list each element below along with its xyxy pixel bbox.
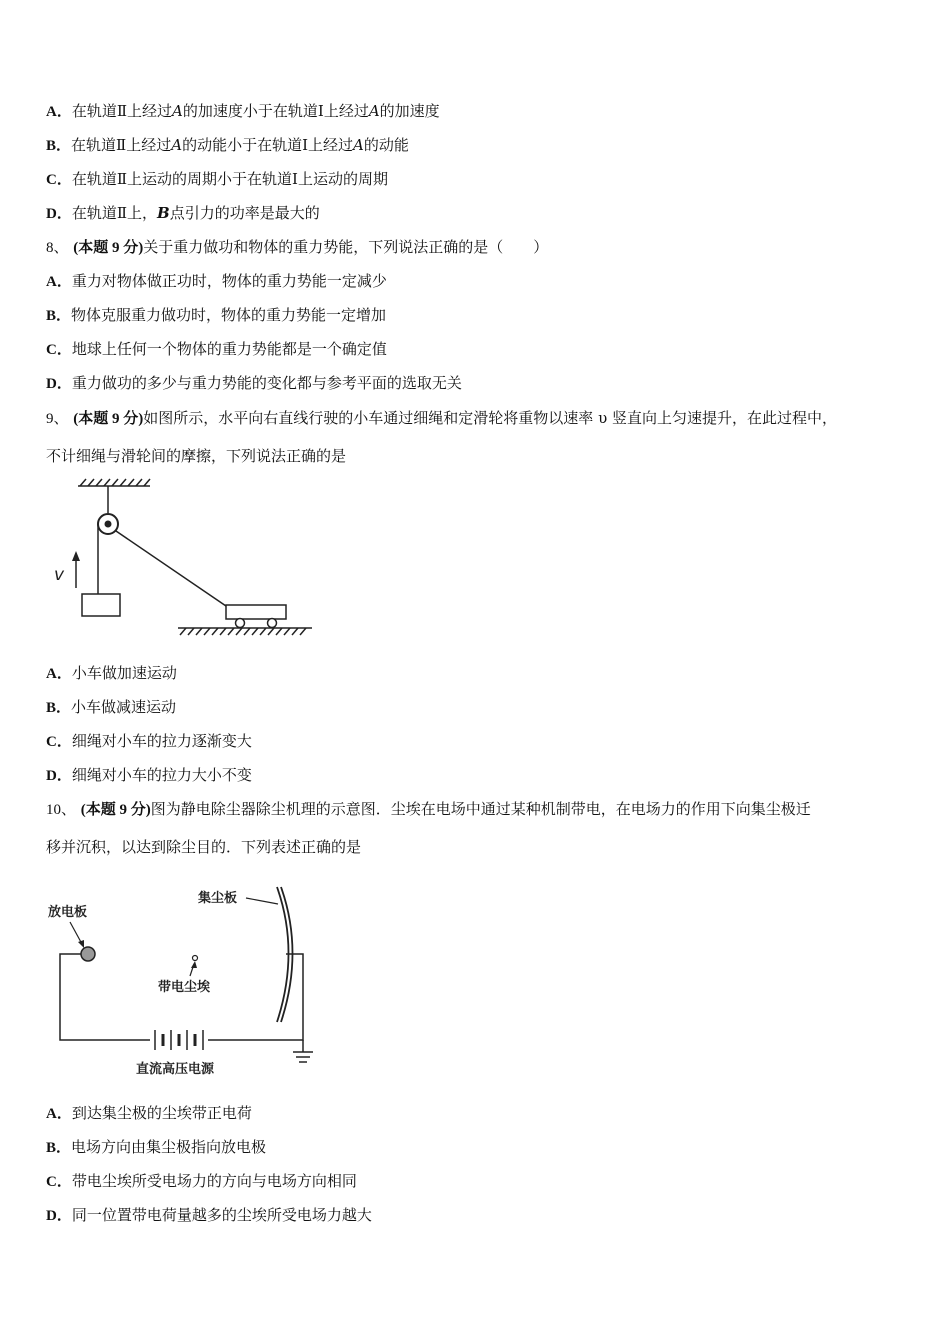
collector-label: 集尘板 [198, 891, 238, 906]
dust-label: 带电尘埃 [158, 980, 211, 995]
q10-stem-line1: 10、 (本题 9 分)图为静电除尘器除尘机理的示意图．尘埃在电场中通过某种机制带电，在电场力的作用下向集尘极迁 [46, 800, 811, 818]
ceiling [78, 479, 150, 486]
q8-stem: 8、 (本题 9 分)关于重力做功和物体的重力势能，下列说法正确的是（ ） [46, 238, 549, 256]
q7-option-c: C．在轨道Ⅱ上运动的周期小于在轨道Ⅰ上运动的周期 [46, 170, 388, 188]
cart [226, 605, 286, 628]
discharge-label: 放电板 [48, 905, 88, 920]
q7-option-b: B．在轨道Ⅱ上经过A的动能小于在轨道Ⅰ上经过A的动能 [46, 136, 409, 154]
power-source-label: 直流高压电源 [136, 1062, 215, 1077]
q9-option-c: C．细绳对小车的拉力逐渐变大 [46, 732, 252, 750]
pulley [98, 514, 118, 534]
ground [178, 628, 312, 635]
q8-option-c: C．地球上任何一个物体的重力势能都是一个确定值 [46, 340, 387, 358]
q9-pulley-figure [46, 478, 326, 643]
q9-stem-line1: 9、 (本题 9 分)如图所示，水平向右直线行驶的小车通过细绳和定滑轮将重物以速率 υ 竖直向上匀速提升，在此过程中， [46, 409, 837, 427]
q7-option-d: D．在轨道Ⅱ上，B点引力的功率是最大的 [46, 204, 320, 222]
velocity-arrow [72, 551, 80, 588]
q10-option-a: A．到达集尘极的尘埃带正电荷 [46, 1104, 252, 1122]
weight-block [82, 594, 120, 616]
q10-option-d: D．同一位置带电荷量越多的尘埃所受电场力越大 [46, 1206, 372, 1224]
q10-precipitator-figure [40, 882, 330, 1082]
q9-option-b: B．小车做减速运动 [46, 698, 177, 716]
q8-option-b: B．物体克服重力做功时，物体的重力势能一定增加 [46, 306, 387, 324]
q10-option-b: B．电场方向由集尘极指向放电极 [46, 1138, 267, 1156]
q8-option-d: D．重力做功的多少与重力势能的变化都与参考平面的选取无关 [46, 374, 462, 392]
rope-slanted [116, 531, 226, 606]
battery-symbol [155, 1030, 203, 1050]
q10-option-c: C．带电尘埃所受电场力的方向与电场方向相同 [46, 1172, 357, 1190]
discharge-pointer [70, 922, 84, 948]
collector-pointer [246, 898, 278, 904]
q9-option-a: A．小车做加速运动 [46, 664, 177, 682]
q10-stem-line2: 移并沉积，以达到除尘目的．下列表述正确的是 [46, 838, 362, 856]
circuit-wires [60, 954, 303, 1052]
dust-particle [193, 956, 198, 961]
discharge-electrode [81, 947, 95, 961]
q7-option-a: A．在轨道Ⅱ上经过A的加速度小于在轨道Ⅰ上经过A的加速度 [46, 102, 440, 120]
velocity-label: v [54, 565, 65, 585]
q8-option-a: A．重力对物体做正功时，物体的重力势能一定减少 [46, 272, 387, 290]
dust-pointer [190, 961, 197, 976]
q9-stem-line2: 不计细绳与滑轮间的摩擦，下列说法正确的是 [46, 447, 347, 465]
q9-option-d: D．细绳对小车的拉力大小不变 [46, 766, 252, 784]
ground-symbol [293, 1052, 313, 1062]
